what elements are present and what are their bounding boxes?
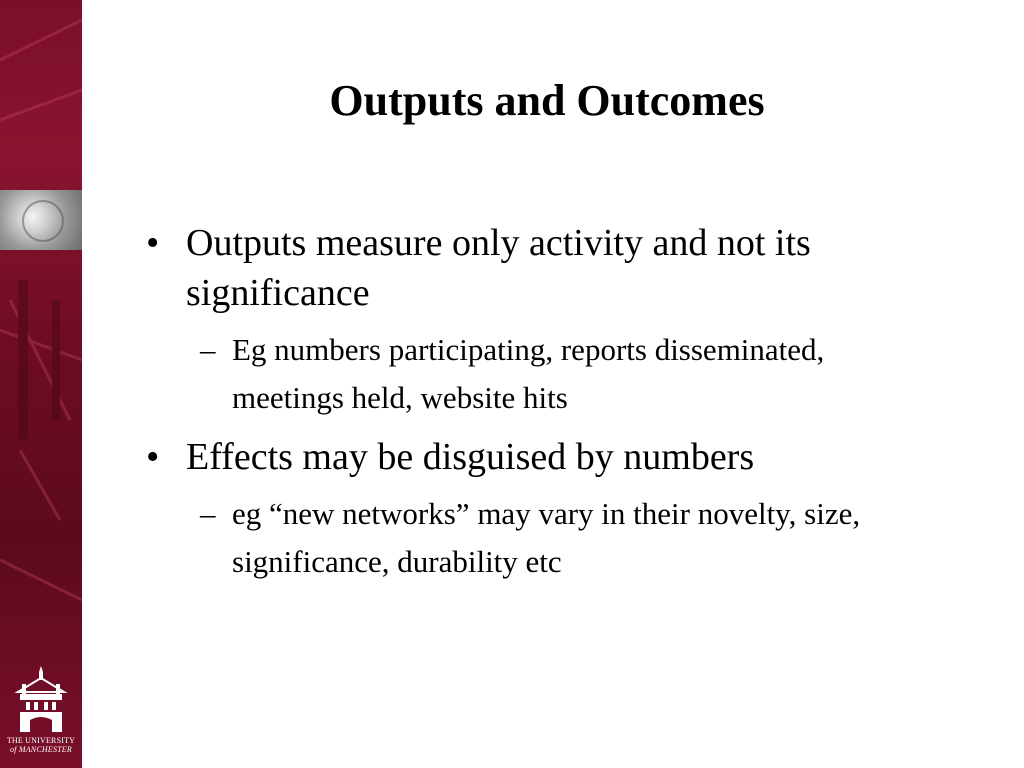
sub-bullet-dash: –: [200, 332, 216, 367]
sub-bullet-item: [140, 490, 930, 586]
sub-bullet-dash: –: [200, 496, 216, 531]
sidebar-banner: [0, 0, 82, 768]
university-name-line2: of MANCHESTER: [10, 745, 72, 754]
sub-bullet-item: [140, 326, 930, 422]
bullet-text: Effects may be disguised by numbers: [186, 436, 755, 478]
bullet-dot: •: [146, 436, 160, 478]
sidebar-texture: [0, 0, 82, 768]
photo-ring: [22, 200, 64, 242]
slide-content: [140, 218, 930, 596]
bullet-text: Outputs measure only activity and not its significance: [186, 222, 811, 314]
sub-bullet-text: Eg numbers participating, reports disseminated, meetings held, website hits: [232, 332, 825, 415]
bullet-dot: •: [146, 222, 160, 264]
university-name-line1: THE UNIVERSITY: [6, 736, 76, 745]
bullet-item: [140, 218, 930, 318]
sub-bullet-text: eg “new networks” may vary in their novelty, size, significance, durability etc: [232, 496, 861, 579]
slide-title: Outputs and Outcomes: [329, 76, 765, 125]
sidebar-photo: [0, 190, 82, 250]
university-name: [0, 736, 82, 754]
bullet-item: [140, 432, 930, 482]
